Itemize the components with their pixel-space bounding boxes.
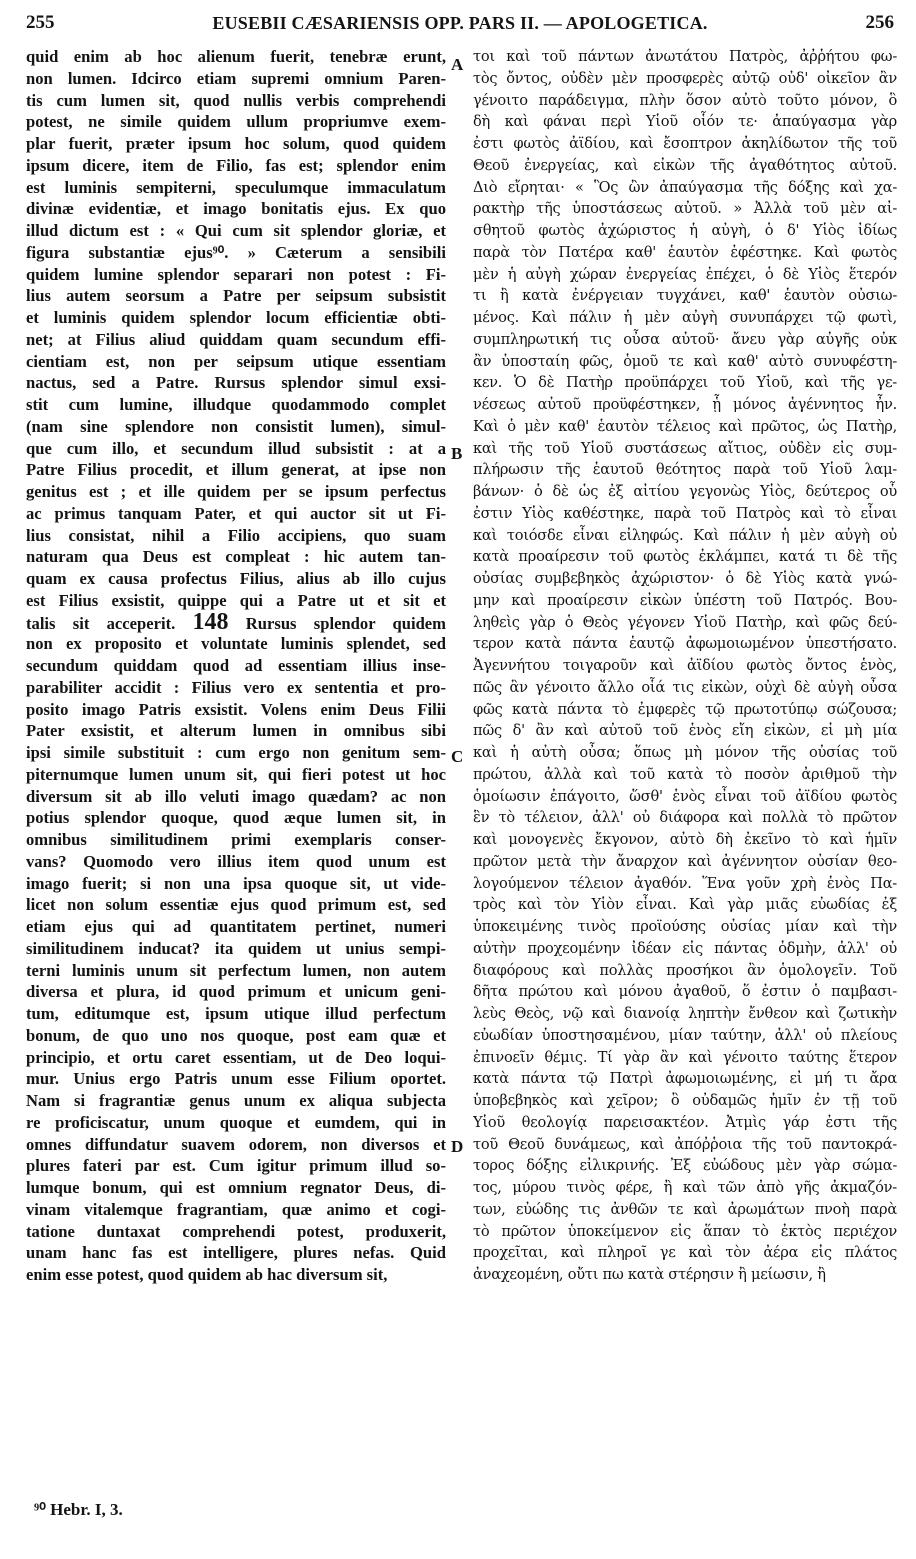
margin-marker-d: D <box>451 1137 464 1156</box>
latin-line: omnibus similitudinem primi exemplaris conser- <box>26 830 446 849</box>
latin-line: diversa et plura, id quod primum et unicum geni- <box>26 982 446 1002</box>
latin-line: secundum quiddam quod ad essentiam illius inse- <box>26 656 446 675</box>
latin-line: vans? Quomodo vero illius item quod unum est <box>26 851 446 871</box>
greek-line: διαφόρους καὶ πολλὰς προσήκοι ἂν ὁμολογεῖν. Τοῦ <box>473 961 897 979</box>
greek-line: κεν. Ὁ δὲ Πατὴρ προϋπάρχει τοῦ Υἱοῦ, καὶ τῆς γε- <box>473 374 897 392</box>
greek-line: ὑποκειμένης τινὸς προϊούσης οὐσίας μίαν καὶ τὴν <box>473 918 897 935</box>
latin-line: omnes diffundatur suavem odorem, non diversos et <box>26 1134 446 1154</box>
latin-line: figura substantiæ ejus⁹⁰. » Cæterum a sensibili <box>26 242 446 262</box>
greek-line: τοι καὶ τοῦ πάντων ἀνωτάτου Πατρὸς, ἀῤῥήτου φω- <box>473 48 897 65</box>
latin-line: tum, editumque est, ipsum utique illud perfectum <box>26 1004 446 1023</box>
greek-line: φῶς κατὰ πάντα τὸ ἐμφερὲς τῷ πρωτοτύπῳ σώζουσα; <box>473 700 897 718</box>
latin-line: diversum sit ab illo veluti imago quædam? ac non <box>26 786 446 806</box>
greek-line: τὸ πρῶτον ὑποκείμενον εἰς ἅπαν τὸ ἐκτὸς περιέχον <box>473 1222 897 1240</box>
latin-line: parabiliter accidit : Filius vero ex sententia et pro- <box>26 677 446 697</box>
latin-line: stit cum lumine, illudque quodammodo complet <box>26 395 446 414</box>
latin-text: talis sit acceperit. <box>26 613 176 633</box>
greek-line: λεὺς Θεὸς, νῷ καὶ διανοίᾳ ληπτὴν ἔνθεον καὶ ζωτικὴν <box>473 1005 897 1022</box>
latin-line: imago fuerit; si non una ipsa quoque sit, ut vide- <box>26 873 446 893</box>
greek-line: ὑποβεβηκὸς καὶ χεῖρον; ὃ οὐδαμῶς ἡμῖν ἐν τῇ τοῦ <box>473 1092 897 1109</box>
latin-line: mur. Unius ergo Patris unum esse Filium oportet. <box>26 1069 446 1089</box>
latin-line: quidem lumine splendor separari non potest : Fi- <box>26 264 446 284</box>
latin-line: potest, ne simile quidem ullum propriumve exem- <box>26 112 446 132</box>
latin-line: quam ex causa profectus Filius, alius ab illo cujus <box>26 569 446 588</box>
footnote: ⁹⁰ Hebr. I, 3. <box>34 1500 123 1519</box>
latin-line: ipsi simile substituit : cum ergo non genitum sem- <box>26 743 446 762</box>
greek-line: ἐπινοεῖν θέμις. Τί γὰρ ἂν καὶ γένοιτο ταύτης ἕτερον <box>473 1048 897 1066</box>
latin-line: non ex proposito et voluntate luminis splendet, sed <box>26 634 446 654</box>
latin-line: (nam sine splendore non consistit lumen), simul- <box>26 416 446 436</box>
greek-line: οὐσίας συμβεβηκὸς ἀχώριστον· ὁ δὲ Υἱὸς κατὰ γνώ- <box>473 570 897 587</box>
latin-line: plar fuerit, præter ipsum hoc solum, quod quidem <box>26 134 446 153</box>
greek-line: κατὰ προαίρεσιν τοῦ φωτὸς ἐκλάμπει, κατά τι δὲ τῆς <box>473 548 897 566</box>
greek-line: κατὰ πάντα τῷ Πατρὶ ἀφωμοιωμένης, εἰ μή τι ἄρα <box>473 1070 897 1088</box>
latin-line: principio, et ortu caret essentiam, ut de Deo loqui- <box>26 1047 446 1067</box>
latin-line: genitus est ; et ille quidem per se ipsum perfectus <box>26 482 446 501</box>
latin-line: non lumen. Idcirco etiam supremi omnium Paren- <box>26 68 446 88</box>
greek-line: παρὰ τὸν Πατέρα καθ' ἑαυτὸν ἐφέστηκε. Καὶ φωτὸς <box>473 243 897 261</box>
greek-line: Θεοῦ ἐνεργείας, καὶ εἰκὼν τῆς ἀγαθότητος αὐτοῦ. <box>473 156 897 174</box>
latin-line: illud dictum est : « Qui cum sit splendor gloriæ, et <box>26 221 446 240</box>
margin-marker-a: A <box>451 55 464 74</box>
greek-column <box>473 46 897 1286</box>
greek-line: ὁμοίωσιν ἐπάγοιτο, ὥσθ' ἑνὸς εἶναι τοῦ ἀϊδίου φωτὸς <box>473 787 897 805</box>
latin-line: bonum, de quo uno nos quoque, post eam quæ et <box>26 1025 446 1045</box>
latin-text: Rursus splendor quidem <box>228 613 446 633</box>
page-number-left: 255 <box>26 12 55 33</box>
page-header <box>26 10 894 38</box>
greek-line: πρῶτον μετὰ τὴν ἄναρχον καὶ ἀγέννητον οὐσίαν θεο- <box>473 852 897 870</box>
greek-line: των, εὐώδης τις ἀνθῶν τε καὶ ἀρωμάτων πνοὴ παρὰ <box>473 1200 897 1218</box>
latin-line: que cum illo, et secundum illud subsistit : at a <box>26 438 446 458</box>
latin-line: terni luminis unum sit perfectum lumen, non autem <box>26 960 446 980</box>
greek-line: προχεῖται, καὶ πληροῖ γε καὶ τὸν ἀέρα εἰς πλάτος <box>473 1244 897 1262</box>
latin-line: Nam si fragrantiæ genus unum ex aliqua subjecta <box>26 1091 446 1110</box>
greek-line: βάνων· ὁ δὲ ὡς ἐξ αἰτίου γεγονὼς Υἱὸς, δεύτερος οὗ <box>473 483 897 500</box>
latin-line: tis cum lumen sit, quod nullis verbis comprehendi <box>26 90 446 110</box>
greek-line: μένος. Καὶ πάλιν ἡ μὲν αὐγὴ συνυπάρχει τῷ φωτὶ, <box>473 309 897 326</box>
latin-line: lius autem seorsum a Patre per seipsum subsistit <box>26 286 446 306</box>
latin-line: Patre Filius procedit, et illum generat, at ipse non <box>26 460 446 480</box>
latin-line: piternumque lumen unum sit, qui fieri potest ut hoc <box>26 764 446 784</box>
latin-line: net; at Filius aliud quiddam quam secundum effi- <box>26 329 446 349</box>
greek-line: μην καὶ προαίρεσιν εἰκὼν ὑπέστη τοῦ Πατρός. Βου- <box>473 591 897 609</box>
greek-line: δῆτα πρώτου καὶ μόνου ἀγαθοῦ, ὅ ἐστιν ὁ παμβασι- <box>473 983 897 1001</box>
greek-line: τοῦ Θεοῦ δυνάμεως, καὶ ἀπόῤῥοια τῆς τοῦ παντοκρά- <box>473 1135 897 1153</box>
latin-line: vinam vitalemque fragrantiam, quæ animo et cogi- <box>26 1199 446 1219</box>
latin-line: cientiam est, non per seipsum utique essentiam <box>26 351 446 371</box>
latin-line: potius splendor quoque, quod æque lumen sit, in <box>26 808 446 828</box>
margin-marker-b: B <box>451 444 463 463</box>
greek-line: ἓν τὸ τέλειον, ἀλλ' οὐ διάφορα καὶ πολλὰ τὸ πρῶτον <box>473 809 897 827</box>
latin-line: plures fateri par est. Cum igitur primum illud so- <box>26 1156 446 1176</box>
latin-line: naturam qua Deus est compleat : hic autem tan- <box>26 547 446 567</box>
greek-line: καὶ τῆς τοῦ Υἱοῦ συστάσεως αἴτιος, οὐδὲν εἰς συμ- <box>473 439 897 457</box>
greek-line: ἀναχεομένη, οὔτι πω κατὰ στέρησιν ἢ μείωσιν, ἢ <box>473 1266 826 1283</box>
greek-line: αὐτὴν προχεομένην ἰδέαν εἰς πάντας ὀδμὴν, ἀλλ' οὐ <box>473 939 897 957</box>
greek-line: λογούμενον τέλειον ἀγαθόν. Ἕνα γοῦν χρὴ ἑνὸς Πα- <box>473 874 897 892</box>
latin-line: re proficiscatur, unum quoque et eumdem, qui in <box>26 1112 446 1132</box>
latin-line: est luminis sempiterni, speculumque immaculatum <box>26 177 446 197</box>
page-number-right: 256 <box>865 12 894 33</box>
greek-line: Ἀγεννήτου τοιγαροῦν καὶ ἀϊδίου φωτὸς ὄντος ἑνὸς, <box>473 657 897 674</box>
greek-line: τὸς ὄντος, οὐδὲν μὲν προσφερὲς αὐτῷ οὐδ' οἰκεῖον ἂν <box>473 69 897 87</box>
greek-line: πλήρωσιν τῆς ἑαυτοῦ θεότητος παρὰ τοῦ Υἱοῦ λαμ- <box>473 461 897 479</box>
greek-line: σθητοῦ φωτὸς ἀχώριστος ἡ αὐγὴ, ὁ δ' Υἱὸς ἰδίως <box>473 222 897 239</box>
greek-line: Καὶ ὁ μὲν καθ' ἑαυτὸν τέλειος καὶ πρῶτος, ὡς Πατὴρ, <box>473 417 897 435</box>
section-number: 148 <box>192 611 229 634</box>
latin-line: est Filius exsistit, quippe qui a Patre ut et sit et <box>26 590 446 610</box>
latin-line: enim esse potest, quod quidem ab hac diversum sit, <box>26 1265 388 1284</box>
greek-line: τι ἢ κατὰ ἐνέργειαν τυγχάνει, καθ' ἑαυτὸν οὐσιω- <box>473 287 897 305</box>
latin-line: licet non solum essentiæ ejus quod primum est, sed <box>26 895 446 915</box>
latin-line: et luminis quidem splendor locum efficientiæ obti- <box>26 308 446 327</box>
greek-line: πρώτου, ἀλλὰ καὶ τοῦ κατὰ τὸ ποσὸν ἀριθμοῦ τὴν <box>473 765 897 783</box>
latin-line: ac primus tanquam Pater, et qui auctor sit ut Fi- <box>26 503 446 523</box>
greek-line: τορος δόξης εἰλικρινής. Ἐξ εὐώδους μὲν γὰρ σώμα- <box>473 1157 897 1175</box>
running-title: EUSEBII CÆSARIENSIS OPP. PARS II. — APOLOGETICA. <box>212 13 708 33</box>
latin-line: posito imago Patris exsistit. Volens enim Deus Filii <box>26 699 446 719</box>
greek-line: καὶ μονογενὲς ἔκγονον, αὐτὸ δὴ ἐκεῖνο τὸ καὶ ἡμῖν <box>473 831 897 848</box>
margin-marker-c: C <box>451 747 464 766</box>
greek-line: εὐωδίαν ὑποστησαμένου, μίαν ταύτην, ἀλλ' οὐ πλείους <box>473 1026 897 1044</box>
greek-line: ληθεὶς γὰρ ὁ Θεὸς γέγονεν Υἱοῦ Πατὴρ, καὶ φῶς δεύ- <box>473 613 897 631</box>
greek-line: Διὸ εἴρηται· « Ὃς ὢν ἀπαύγασμα τῆς δόξης καὶ χα- <box>473 178 897 196</box>
greek-line: Υἱοῦ θεολογίᾳ παρεισακτέον. Ἀτμὶς γάρ ἐστι τῆς <box>473 1113 897 1131</box>
greek-line: τερον κατὰ πάντα ἑαυτῷ ἀφωμοιωμένον ὑπεστήσατο. <box>473 635 897 653</box>
greek-line: μὲν ἡ αὐγὴ χώραν ἐνεργείας ἐπέχει, ὁ δὲ Υἱὸς ἕτερόν <box>473 265 897 283</box>
latin-line: divinæ evidentiæ, et imago bonitatis ejus. Ex quo <box>26 199 446 219</box>
greek-line: πῶς δ' ἂν καὶ αὐτοῦ τοῦ ἑνὸς εἴη εἰκὼν, εἰ μὴ μία <box>473 722 897 740</box>
greek-line: τρὸς καὶ τὸν Υἱὸν εἶναι. Καὶ γὰρ μιᾶς εὐωδίας ἐξ <box>473 896 897 914</box>
latin-line: nactus, sed a Patre. Rursus splendor simul exsi- <box>26 373 446 393</box>
latin-line: ipsum dicere, item de Filio, fas est; splendor enim <box>26 155 446 175</box>
greek-line: ἂν ὑποσταίη φῶς, ὁμοῦ τε καὶ καθ' αὐτὸ συνυφέστη- <box>473 352 897 370</box>
greek-line: γένοιτο παράδειγμα, πλὴν ὅσον αὐτὸ τοῦτο μόνον, ὃ <box>473 91 897 109</box>
latin-column <box>26 46 446 1286</box>
latin-line <box>26 612 446 634</box>
greek-line: ρακτὴρ τῆς ὑποστάσεως αὐτοῦ. » Ἀλλὰ τοῦ μὲν αἰ- <box>473 200 897 218</box>
latin-line: tatione duntaxat comprehendi potest, produxerit, <box>26 1221 446 1241</box>
latin-line: Pater exsistit, et alterum lumen in omnibus sibi <box>26 721 446 741</box>
greek-line: καὶ ἡ αὐτὴ οὖσα; ὅπως μὴ μόνον τῆς οὐσίας τοῦ <box>473 744 897 761</box>
greek-line: τος, μύρου τινὸς φέρε, ἢ καὶ τῶν ἀπὸ γῆς ἀκμαζόν- <box>473 1179 897 1196</box>
latin-line: lius consistat, nihil a Filio accipiens, quo suam <box>26 525 446 545</box>
greek-line: ἐστι φωτὸς ἀϊδίου, καὶ ἔσοπτρον ἀκηλίδωτον τῆς τοῦ <box>473 135 897 152</box>
greek-line: νέσεως αὐτοῦ προϋφέστηκεν, ᾗ μόνος ἀγέννητος ἦν. <box>473 396 897 413</box>
greek-line: πῶς ἂν γένοιτο ἄλλο οἷά τις εἰκὼν, οὐχὶ δὲ αὐγὴ οὖσα <box>473 678 897 696</box>
greek-line: ἐστιν Υἱὸς καθέστηκε, παρὰ τοῦ Πατρὸς καὶ τὸ εἶναι <box>473 504 897 522</box>
latin-line: quid enim ab hoc alienum fuerit, tenebræ erunt, <box>26 47 446 66</box>
greek-line: καὶ τοιόσδε εἶναι εἰληφώς. Καὶ πάλιν ἡ μὲν αὐγὴ οὐ <box>473 526 897 544</box>
greek-line: δὴ καὶ φάναι περὶ Υἱοῦ οἷόν τε· ἀπαύγασμα γὰρ <box>473 113 897 131</box>
greek-line: συμπληρωτική τις οὖσα αὐτοῦ· ἄνευ γὰρ αὐγῆς οὐκ <box>473 330 897 348</box>
latin-line: lumque bonum, qui est omnium regnator Deus, di- <box>26 1178 446 1197</box>
latin-line: similitudinem inducat? ita quidem ut unius sempi- <box>26 938 446 958</box>
latin-line: unam hanc fas est intelligere, plures nefas. Quid <box>26 1243 446 1263</box>
latin-line: etiam ejus qui ad quantitatem pertinet, numeri <box>26 917 446 936</box>
